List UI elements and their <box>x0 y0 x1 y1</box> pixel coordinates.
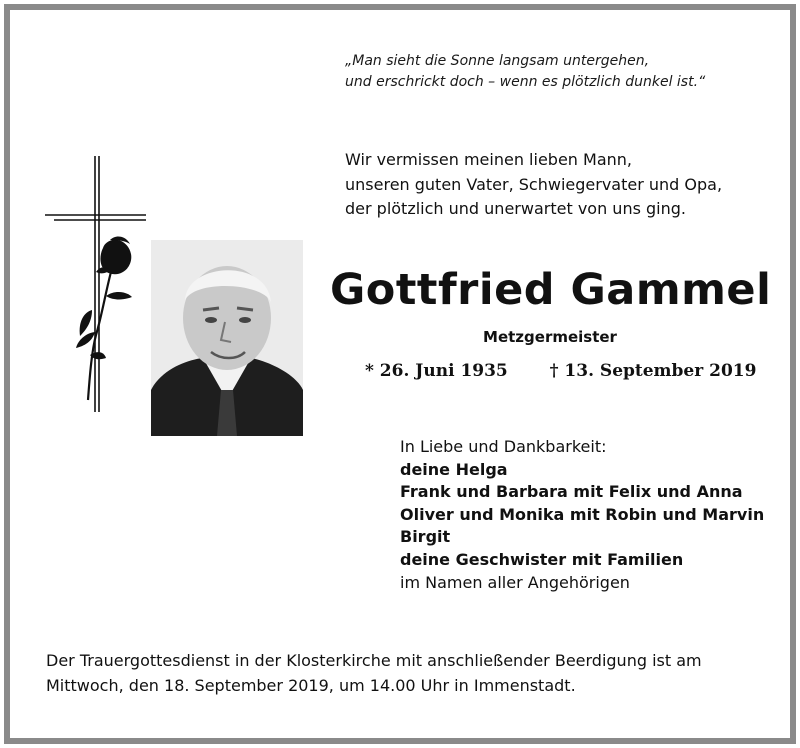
quote-line-2: und erschrickt doch – wenn es plötzlich dunkel ist.“ <box>345 74 706 90</box>
mourners-closing: im Namen aller Angehörigen <box>400 572 630 592</box>
mourner-name: deine Helga <box>400 459 508 479</box>
mourner-name: Oliver und Monika mit Robin und Marvin <box>400 504 765 524</box>
mourner-name: Frank und Barbara mit Felix und Anna <box>400 482 743 502</box>
quote-line-1: „Man sieht die Sonne langsam untergehen, <box>345 53 650 69</box>
service-line-1: Der Trauergottesdienst in der Klosterkirche mit anschließender Beerdigung ist am <box>46 651 702 670</box>
intro-line-2: unseren guten Vater, Schwiegervater und Opa, <box>345 174 723 194</box>
mourner-name: deine Geschwister mit Familien <box>400 549 684 569</box>
deceased-profession: Metzgermeister <box>483 328 617 346</box>
life-dates <box>365 358 785 384</box>
mourner-name: Birgit <box>400 527 451 547</box>
intro-line-1: Wir vermissen meinen lieben Mann, <box>345 150 632 169</box>
service-line-2: Mittwoch, den 18. September 2019, um 14.00 Uhr in Immenstadt. <box>46 676 576 695</box>
quote <box>345 51 765 93</box>
mourners-list <box>400 436 790 594</box>
intro-text <box>345 148 765 222</box>
cross-with-rose-icon <box>40 150 155 420</box>
portrait-photo <box>151 240 303 436</box>
mourners-intro: In Liebe und Dankbarkeit: <box>400 437 607 456</box>
intro-line-3: der plötzlich und unerwartet von uns ging. <box>345 199 686 218</box>
birth-date: * 26. Juni 1935 <box>365 361 508 381</box>
service-info <box>46 648 766 698</box>
death-date: † 13. September 2019 <box>549 361 757 381</box>
deceased-name: Gottfried Gammel <box>330 265 772 315</box>
